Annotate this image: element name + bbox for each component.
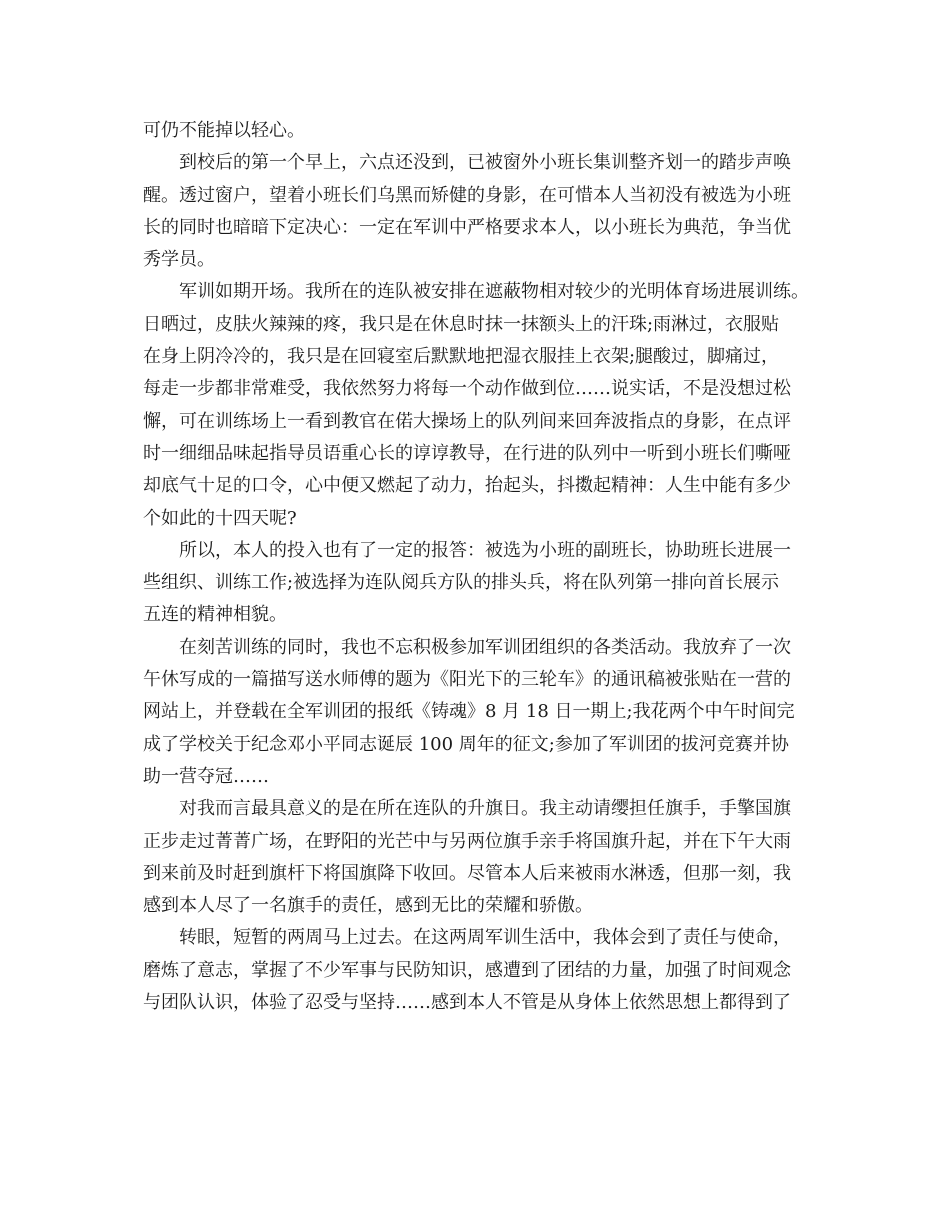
text-line: 时一细细品味起指导员语重心长的谆谆教导，在行进的队列中一听到小班长们嘶哑 [143,442,791,464]
text-line: 感到本人尽了一名旗手的责任，感到无比的荣耀和骄傲。 [143,895,593,917]
paragraph-first-line: 对我而言最具意义的是在所在连队的升旗日。我主动请缨担任旗手，手擎国旗 [179,798,791,820]
text-line: 到来前及时赶到旗杆下将国旗降下收回。尽管本人后来被雨水淋透，但那一刻，我 [143,862,791,884]
text-line: 日晒过，皮肤火辣辣的疼，我只是在休息时抹一抹额头上的汗珠;雨淋过，衣服贴 [143,313,780,335]
text-line: 秀学员。 [143,249,215,271]
paragraph-first-line: 转眼，短暂的两周马上过去。在这两周军训生活中，我体会到了责任与使命， [179,927,791,949]
paragraph-first-line: 在刻苦训练的同时，我也不忘积极参加军训团组织的各类活动。我放弃了一次 [179,636,791,658]
text-line: 在身上阴冷冷的，我只是在回寝室后默默地把湿衣服挂上衣架;腿酸过，脚痛过， [143,346,780,368]
text-line: 五连的精神相貌。 [143,604,287,626]
paragraph-first-line: 所以，本人的投入也有了一定的报答：被选为小班的副班长，协助班长进展一 [179,539,791,561]
text-line: 每走一步都非常难受，我依然努力将每一个动作做到位……说实话，不是没想过松 [143,378,791,400]
text-line: 懈，可在训练场上一看到教官在偌大操场上的队列间来回奔波指点的身影，在点评 [143,410,791,432]
document-body [143,115,818,1019]
text-line: 成了学校关于纪念邓小平同志诞辰 100 周年的征文;参加了军训团的拔河竞赛并协 [143,733,789,755]
text-line: 可仍不能掉以轻心。 [143,120,305,141]
text-line: 长的同时也暗暗下定决心：一定在军训中严格要求本人，以小班长为典范，争当优 [143,216,791,238]
paragraph-first-line: 军训如期开场。我所在的连队被安排在遮蔽物相对较少的光明体育场进展训练。 [179,281,809,303]
paragraph-first-line: 到校后的第一个早上，六点还没到，已被窗外小班长集训整齐划一的踏步声唤 [179,152,791,174]
text-line: 却底气十足的口令，心中便又燃起了动力，抬起头，抖擞起精神：人生中能有多少 [143,475,791,497]
text-line: 与团队认识，体验了忍受与坚持……感到本人不管是从身体上依然思想上都得到了 [143,992,791,1014]
text-line: 午休写成的一篇描写送水师傅的题为《阳光下的三轮车》的通讯稿被张贴在一营的 [143,669,791,691]
text-line: 些组织、训练工作;被选择为连队阅兵方队的排头兵，将在队列第一排向首长展示 [143,572,780,594]
text-line: 个如此的十四天呢? [143,507,297,529]
text-line: 网站上，并登载在全军训团的报纸《铸魂》8 月 18 日一期上;我花两个中午时间完 [143,701,795,723]
text-line: 醒。透过窗户，望着小班长们乌黑而矫健的身影，在可惜本人当初没有被选为小班 [143,184,791,206]
text-line: 正步走过菁菁广场，在野阳的光芒中与另两位旗手亲手将国旗升起，并在下午大雨 [143,830,791,852]
text-line: 助一营夺冠…… [143,765,269,787]
text-line: 磨炼了意志，掌握了不少军事与民防知识，感遭到了团结的力量，加强了时间观念 [143,959,791,981]
